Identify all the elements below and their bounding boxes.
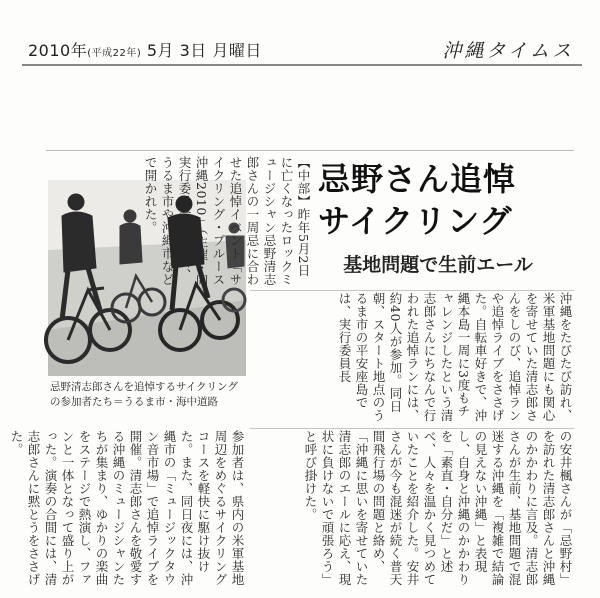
article-body-3: 参加者は、県内の米軍基地周辺をめぐるサイクリングコースを軽快に駆け抜けた。また、同日夜には、沖縄市の「ミュージックタウン音市場」で追悼ライブを開催。清志郎さんを敬愛する沖縄のミュージシャンたちが集まり、ゆかりの楽曲をステージで熱演し、ファンと一体となって盛り上がった。演奏の合間には、清志郎さんに黙とうをささげた。 — [9, 430, 245, 586]
article-headline — [318, 158, 558, 242]
newspaper-name: 沖縄タイムス — [442, 40, 574, 62]
date-day: 5月 3日 月曜日 — [146, 41, 262, 60]
article-subheadline: 基地問題で生前エール — [343, 254, 533, 276]
photo-caption: 忌野清志郎さんを追悼するサイクリングの参加者たち＝うるま市・海中道路 — [50, 381, 238, 408]
article-lead: 【中部】昨年5月2日に亡くなったロックミュージシャン忌野清志郎さんの一周忌に合わせた追悼イベント「サイクリング・ブルース沖縄2010」（主催・同実行委員会）が2日、うるま市や沖縄市などで開かれた。 — [143, 156, 311, 288]
headline-line-2: サイクリング — [318, 202, 513, 240]
article-body-1: 沖縄をたびたび訪れ、米軍基地問題にも関心を寄せていた清志郎さんをしのび、追悼ランや追悼ライブをささげた。自転車好きで、沖縄本島一周に3度もチャレンジしたという清志郎さんにちなんで行われた追悼ランには、約40人が参加。同日朝、スタート地点のうるま市の平安座島では、実行委員長 — [337, 292, 573, 422]
column-divider — [250, 290, 574, 291]
article-body-2: の安井楓さんが「忌野村」を訪れた清志郎さんと沖縄のかかわりに言及。清志郎さんが生前、基地問題で混迷する沖縄を「複雑で結論の見えない沖縄」と表現し、自身と沖縄のかかわりを「素直・自分だ」と述べ、人々を温かく見つめていたことを紹介した。安井さんが今も混迷が続く普天間飛行場の問題と絡め、「沖縄に思いを寄せていた清志郎のエールに応え、現状に負けないで頑張ろう」と呼び掛けた。 — [303, 430, 573, 586]
date-year: 2010年 — [28, 41, 88, 60]
publication-date — [28, 38, 262, 61]
column-divider — [250, 428, 574, 429]
headline-line-1: 忌野さん追悼 — [318, 160, 517, 198]
page-header — [22, 34, 582, 64]
date-era: (平成22年) — [87, 48, 142, 59]
article-top-border — [46, 150, 574, 151]
header-rule — [22, 64, 582, 66]
